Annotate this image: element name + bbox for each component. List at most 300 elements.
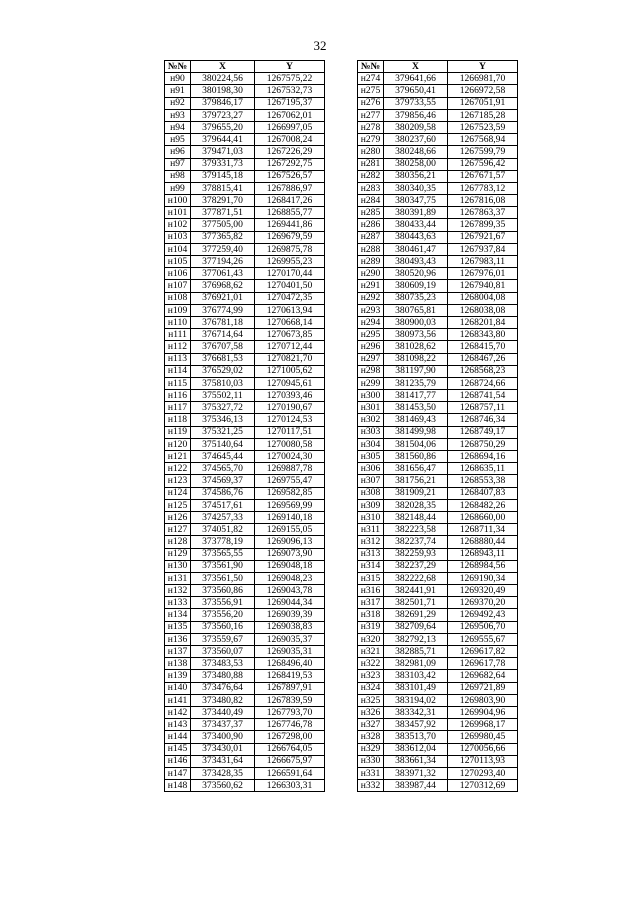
table-row [165,97,325,109]
table-row [358,670,518,682]
x-coordinate-cell: 382237,74 [384,536,448,548]
x-coordinate-cell: 379641,66 [384,73,448,85]
y-coordinate-cell: 1270393,46 [255,390,325,402]
y-coordinate-cell: 1271005,62 [255,365,325,377]
point-number-cell: н310 [358,511,384,523]
y-coordinate-cell: 1268749,17 [448,426,518,438]
x-coordinate-cell: 381235,79 [384,377,448,389]
point-number-cell: н282 [358,170,384,182]
point-number-cell: н296 [358,341,384,353]
table-row [165,256,325,268]
y-coordinate-cell: 1269035,31 [255,646,325,658]
y-coordinate-cell: 1269096,13 [255,536,325,548]
y-coordinate-cell: 1269679,59 [255,231,325,243]
point-number-cell: н105 [165,256,191,268]
point-number-cell: н312 [358,536,384,548]
table-row [358,743,518,755]
point-number-cell: н113 [165,353,191,365]
x-coordinate-cell: 378815,41 [191,182,255,194]
y-coordinate-cell: 1266764,05 [255,743,325,755]
table-row [165,743,325,755]
y-coordinate-cell: 1268415,70 [448,341,518,353]
x-coordinate-cell: 383987,44 [384,780,448,792]
table-row [358,109,518,121]
point-number-cell: н111 [165,329,191,341]
table-row [358,487,518,499]
x-coordinate-cell: 373440,49 [191,706,255,718]
x-coordinate-cell: 376529,02 [191,365,255,377]
y-coordinate-cell: 1267940,81 [448,280,518,292]
x-coordinate-cell: 377365,82 [191,231,255,243]
table-row [165,694,325,706]
table-header-row [358,61,518,73]
y-coordinate-cell: 1270821,70 [255,353,325,365]
point-number-cell: н139 [165,670,191,682]
x-coordinate-cell: 383103,42 [384,670,448,682]
point-number-cell: н313 [358,548,384,560]
x-coordinate-cell: 373480,88 [191,670,255,682]
table-row [165,329,325,341]
x-coordinate-cell: 382709,64 [384,621,448,633]
point-number-cell: н134 [165,609,191,621]
y-coordinate-cell: 1268407,83 [448,487,518,499]
y-coordinate-cell: 1268419,53 [255,670,325,682]
x-coordinate-cell: 383194,02 [384,694,448,706]
x-coordinate-cell: 383342,31 [384,706,448,718]
table-row [165,487,325,499]
x-coordinate-cell: 373431,64 [191,755,255,767]
x-coordinate-cell: 376968,62 [191,280,255,292]
table-row [358,621,518,633]
point-number-cell: н289 [358,256,384,268]
y-coordinate-cell: 1270613,94 [255,304,325,316]
table-row [165,719,325,731]
y-coordinate-cell: 1267185,28 [448,109,518,121]
point-number-cell: н98 [165,170,191,182]
table-row [358,231,518,243]
y-coordinate-cell: 1267062,01 [255,109,325,121]
point-number-cell: н103 [165,231,191,243]
table-row [165,231,325,243]
y-coordinate-cell: 1270945,61 [255,377,325,389]
table-row [358,402,518,414]
table-row [358,377,518,389]
table-row [358,85,518,97]
y-coordinate-cell: 1268746,34 [448,414,518,426]
table-row [358,414,518,426]
table-row [358,706,518,718]
point-number-cell: н281 [358,158,384,170]
table-row [165,170,325,182]
point-number-cell: н145 [165,743,191,755]
table-row [165,670,325,682]
y-coordinate-cell: 1267899,35 [448,219,518,231]
point-number-cell: н302 [358,414,384,426]
x-coordinate-cell: 373560,07 [191,646,255,658]
table-row [358,341,518,353]
table-row [358,256,518,268]
point-number-cell: н142 [165,706,191,718]
y-coordinate-cell: 1269044,34 [255,597,325,609]
x-coordinate-cell: 379723,27 [191,109,255,121]
table-row [358,292,518,304]
table-row [165,316,325,328]
y-coordinate-cell: 1267226,29 [255,146,325,158]
x-coordinate-cell: 379644,41 [191,134,255,146]
y-coordinate-cell: 1267839,59 [255,694,325,706]
x-coordinate-cell: 382148,44 [384,511,448,523]
point-number-cell: н288 [358,243,384,255]
x-coordinate-cell: 375810,03 [191,377,255,389]
table-row [358,780,518,792]
x-coordinate-cell: 375321,25 [191,426,255,438]
x-coordinate-cell: 380356,21 [384,170,448,182]
table-row [165,560,325,572]
table-row [358,219,518,231]
x-coordinate-cell: 382792,13 [384,633,448,645]
table-row [165,609,325,621]
table-row [358,353,518,365]
y-coordinate-cell: 1267863,37 [448,207,518,219]
x-coordinate-cell: 382501,71 [384,597,448,609]
y-coordinate-cell: 1269155,05 [255,524,325,536]
point-number-cell: н325 [358,694,384,706]
y-coordinate-cell: 1266675,97 [255,755,325,767]
point-number-cell: н293 [358,304,384,316]
x-coordinate-cell: 382981,09 [384,658,448,670]
table-row [358,170,518,182]
table-row [165,414,325,426]
table-row [358,438,518,450]
x-coordinate-cell: 379733,55 [384,97,448,109]
y-coordinate-cell: 1267793,70 [255,706,325,718]
point-number-cell: н332 [358,780,384,792]
x-coordinate-cell: 377505,00 [191,219,255,231]
table-row [165,134,325,146]
table-row [165,621,325,633]
x-coordinate-cell: 377259,40 [191,243,255,255]
y-coordinate-cell: 1268880,44 [448,536,518,548]
x-coordinate-cell: 382885,71 [384,646,448,658]
x-coordinate-cell: 381756,21 [384,475,448,487]
x-coordinate-cell: 379650,41 [384,85,448,97]
point-number-cell: н297 [358,353,384,365]
y-coordinate-cell: 1270673,85 [255,329,325,341]
y-coordinate-cell: 1267921,67 [448,231,518,243]
y-coordinate-cell: 1268568,23 [448,365,518,377]
point-number-cell: н305 [358,451,384,463]
table-row [358,390,518,402]
point-number-cell: н138 [165,658,191,670]
point-number-cell: н309 [358,499,384,511]
x-coordinate-cell: 373560,16 [191,621,255,633]
y-coordinate-cell: 1269048,23 [255,572,325,584]
table-row [165,451,325,463]
coordinates-table-right [357,60,518,792]
y-coordinate-cell: 1268694,16 [448,451,518,463]
table-row [165,682,325,694]
y-coordinate-cell: 1269875,78 [255,243,325,255]
point-number-cell: н308 [358,487,384,499]
table-row [165,73,325,85]
x-coordinate-cell: 383513,70 [384,731,448,743]
y-coordinate-cell: 1266591,64 [255,767,325,779]
x-coordinate-cell: 374051,82 [191,524,255,536]
header-x: X [384,61,448,73]
point-number-cell: н311 [358,524,384,536]
y-coordinate-cell: 1268741,54 [448,390,518,402]
y-coordinate-cell: 1267523,59 [448,121,518,133]
point-number-cell: н275 [358,85,384,97]
point-number-cell: н112 [165,341,191,353]
y-coordinate-cell: 1267886,97 [255,182,325,194]
point-number-cell: н294 [358,316,384,328]
table-row [165,426,325,438]
table-row [358,158,518,170]
y-coordinate-cell: 1269721,89 [448,682,518,694]
x-coordinate-cell: 380248,66 [384,146,448,158]
x-coordinate-cell: 376921,01 [191,292,255,304]
y-coordinate-cell: 1269492,43 [448,609,518,621]
point-number-cell: н97 [165,158,191,170]
table-row [358,499,518,511]
table-row [165,195,325,207]
point-number-cell: н298 [358,365,384,377]
y-coordinate-cell: 1269441,86 [255,219,325,231]
y-coordinate-cell: 1267599,79 [448,146,518,158]
y-coordinate-cell: 1267292,75 [255,158,325,170]
table-row [165,158,325,170]
table-row [358,146,518,158]
x-coordinate-cell: 380765,81 [384,304,448,316]
point-number-cell: н110 [165,316,191,328]
x-coordinate-cell: 380340,35 [384,182,448,194]
table-row [165,658,325,670]
y-coordinate-cell: 1269904,96 [448,706,518,718]
x-coordinate-cell: 379471,03 [191,146,255,158]
y-coordinate-cell: 1269803,90 [448,694,518,706]
y-coordinate-cell: 1267897,91 [255,682,325,694]
table-row [165,377,325,389]
y-coordinate-cell: 1270668,14 [255,316,325,328]
x-coordinate-cell: 380973,56 [384,329,448,341]
y-coordinate-cell: 1267195,37 [255,97,325,109]
point-number-cell: н100 [165,195,191,207]
table-row [165,463,325,475]
point-number-cell: н322 [358,658,384,670]
point-number-cell: н135 [165,621,191,633]
header-y: Y [255,61,325,73]
table-row [358,195,518,207]
y-coordinate-cell: 1268467,26 [448,353,518,365]
table-row [165,390,325,402]
x-coordinate-cell: 381504,06 [384,438,448,450]
point-number-cell: н278 [358,121,384,133]
point-number-cell: н285 [358,207,384,219]
table-row [165,85,325,97]
y-coordinate-cell: 1269682,64 [448,670,518,682]
point-number-cell: н316 [358,585,384,597]
x-coordinate-cell: 382237,29 [384,560,448,572]
point-number-cell: н323 [358,670,384,682]
table-row [165,438,325,450]
point-number-cell: н108 [165,292,191,304]
table-row [358,304,518,316]
y-coordinate-cell: 1269968,17 [448,719,518,731]
point-number-cell: н104 [165,243,191,255]
table-row [165,365,325,377]
point-number-cell: н299 [358,377,384,389]
x-coordinate-cell: 380224,56 [191,73,255,85]
x-coordinate-cell: 374645,44 [191,451,255,463]
y-coordinate-cell: 1268553,38 [448,475,518,487]
y-coordinate-cell: 1267298,00 [255,731,325,743]
x-coordinate-cell: 381417,77 [384,390,448,402]
point-number-cell: н146 [165,755,191,767]
y-coordinate-cell: 1268038,08 [448,304,518,316]
table-row [165,475,325,487]
x-coordinate-cell: 383612,04 [384,743,448,755]
y-coordinate-cell: 1268757,11 [448,402,518,414]
x-coordinate-cell: 373483,53 [191,658,255,670]
table-row [165,341,325,353]
point-number-cell: н283 [358,182,384,194]
x-coordinate-cell: 378291,70 [191,195,255,207]
table-row [165,121,325,133]
point-number-cell: н304 [358,438,384,450]
point-number-cell: н140 [165,682,191,694]
x-coordinate-cell: 381197,90 [384,365,448,377]
y-coordinate-cell: 1267575,22 [255,73,325,85]
point-number-cell: н144 [165,731,191,743]
table-row [358,572,518,584]
y-coordinate-cell: 1268943,11 [448,548,518,560]
table-row [358,633,518,645]
y-coordinate-cell: 1269617,82 [448,646,518,658]
y-coordinate-cell: 1269035,37 [255,633,325,645]
y-coordinate-cell: 1270472,35 [255,292,325,304]
point-number-cell: н320 [358,633,384,645]
y-coordinate-cell: 1269617,78 [448,658,518,670]
point-number-cell: н143 [165,719,191,731]
point-number-cell: н132 [165,585,191,597]
x-coordinate-cell: 382222,68 [384,572,448,584]
table-row [358,536,518,548]
x-coordinate-cell: 374569,37 [191,475,255,487]
x-coordinate-cell: 380237,60 [384,134,448,146]
y-coordinate-cell: 1269980,45 [448,731,518,743]
table-row [165,755,325,767]
x-coordinate-cell: 382028,35 [384,499,448,511]
point-number-cell: н291 [358,280,384,292]
point-number-cell: н116 [165,390,191,402]
x-coordinate-cell: 374586,76 [191,487,255,499]
table-row [165,304,325,316]
x-coordinate-cell: 379655,20 [191,121,255,133]
table-row [165,243,325,255]
table-row [358,694,518,706]
table-row [358,182,518,194]
table-row [165,585,325,597]
x-coordinate-cell: 377871,51 [191,207,255,219]
table-row [165,219,325,231]
point-number-cell: н148 [165,780,191,792]
point-number-cell: н102 [165,219,191,231]
point-number-cell: н319 [358,621,384,633]
y-coordinate-cell: 1268496,40 [255,658,325,670]
x-coordinate-cell: 381469,43 [384,414,448,426]
x-coordinate-cell: 381499,98 [384,426,448,438]
x-coordinate-cell: 373778,19 [191,536,255,548]
table-row [165,572,325,584]
y-coordinate-cell: 1270712,44 [255,341,325,353]
x-coordinate-cell: 380209,58 [384,121,448,133]
x-coordinate-cell: 380391,89 [384,207,448,219]
x-coordinate-cell: 380735,23 [384,292,448,304]
point-number-cell: н91 [165,85,191,97]
y-coordinate-cell: 1269755,47 [255,475,325,487]
point-number-cell: н290 [358,268,384,280]
y-coordinate-cell: 1269140,18 [255,511,325,523]
x-coordinate-cell: 382223,58 [384,524,448,536]
y-coordinate-cell: 1270190,67 [255,402,325,414]
point-number-cell: н124 [165,487,191,499]
y-coordinate-cell: 1268711,34 [448,524,518,536]
table-row [358,207,518,219]
point-number-cell: н327 [358,719,384,731]
y-coordinate-cell: 1269039,39 [255,609,325,621]
y-coordinate-cell: 1266997,05 [255,121,325,133]
x-coordinate-cell: 376707,58 [191,341,255,353]
table-row [358,121,518,133]
point-number-cell: н274 [358,73,384,85]
x-coordinate-cell: 381028,62 [384,341,448,353]
y-coordinate-cell: 1268417,26 [255,195,325,207]
y-coordinate-cell: 1269582,85 [255,487,325,499]
point-number-cell: н114 [165,365,191,377]
y-coordinate-cell: 1267051,91 [448,97,518,109]
point-number-cell: н329 [358,743,384,755]
point-number-cell: н129 [165,548,191,560]
table-body-right [358,73,518,792]
table-row [358,329,518,341]
y-coordinate-cell: 1269190,34 [448,572,518,584]
x-coordinate-cell: 373437,37 [191,719,255,731]
x-coordinate-cell: 381656,47 [384,463,448,475]
x-coordinate-cell: 375140,64 [191,438,255,450]
y-coordinate-cell: 1270056,66 [448,743,518,755]
y-coordinate-cell: 1269887,78 [255,463,325,475]
table-row [358,73,518,85]
table-row [358,451,518,463]
x-coordinate-cell: 382691,29 [384,609,448,621]
x-coordinate-cell: 383661,34 [384,755,448,767]
point-number-cell: н106 [165,268,191,280]
point-number-cell: н115 [165,377,191,389]
point-number-cell: н94 [165,121,191,133]
x-coordinate-cell: 373559,67 [191,633,255,645]
point-number-cell: н131 [165,572,191,584]
y-coordinate-cell: 1268201,84 [448,316,518,328]
table-row [358,719,518,731]
coordinates-table-left [164,60,325,792]
point-number-cell: н292 [358,292,384,304]
point-number-cell: н306 [358,463,384,475]
table-header-row [165,61,325,73]
x-coordinate-cell: 381560,86 [384,451,448,463]
y-coordinate-cell: 1269569,99 [255,499,325,511]
point-number-cell: н92 [165,97,191,109]
